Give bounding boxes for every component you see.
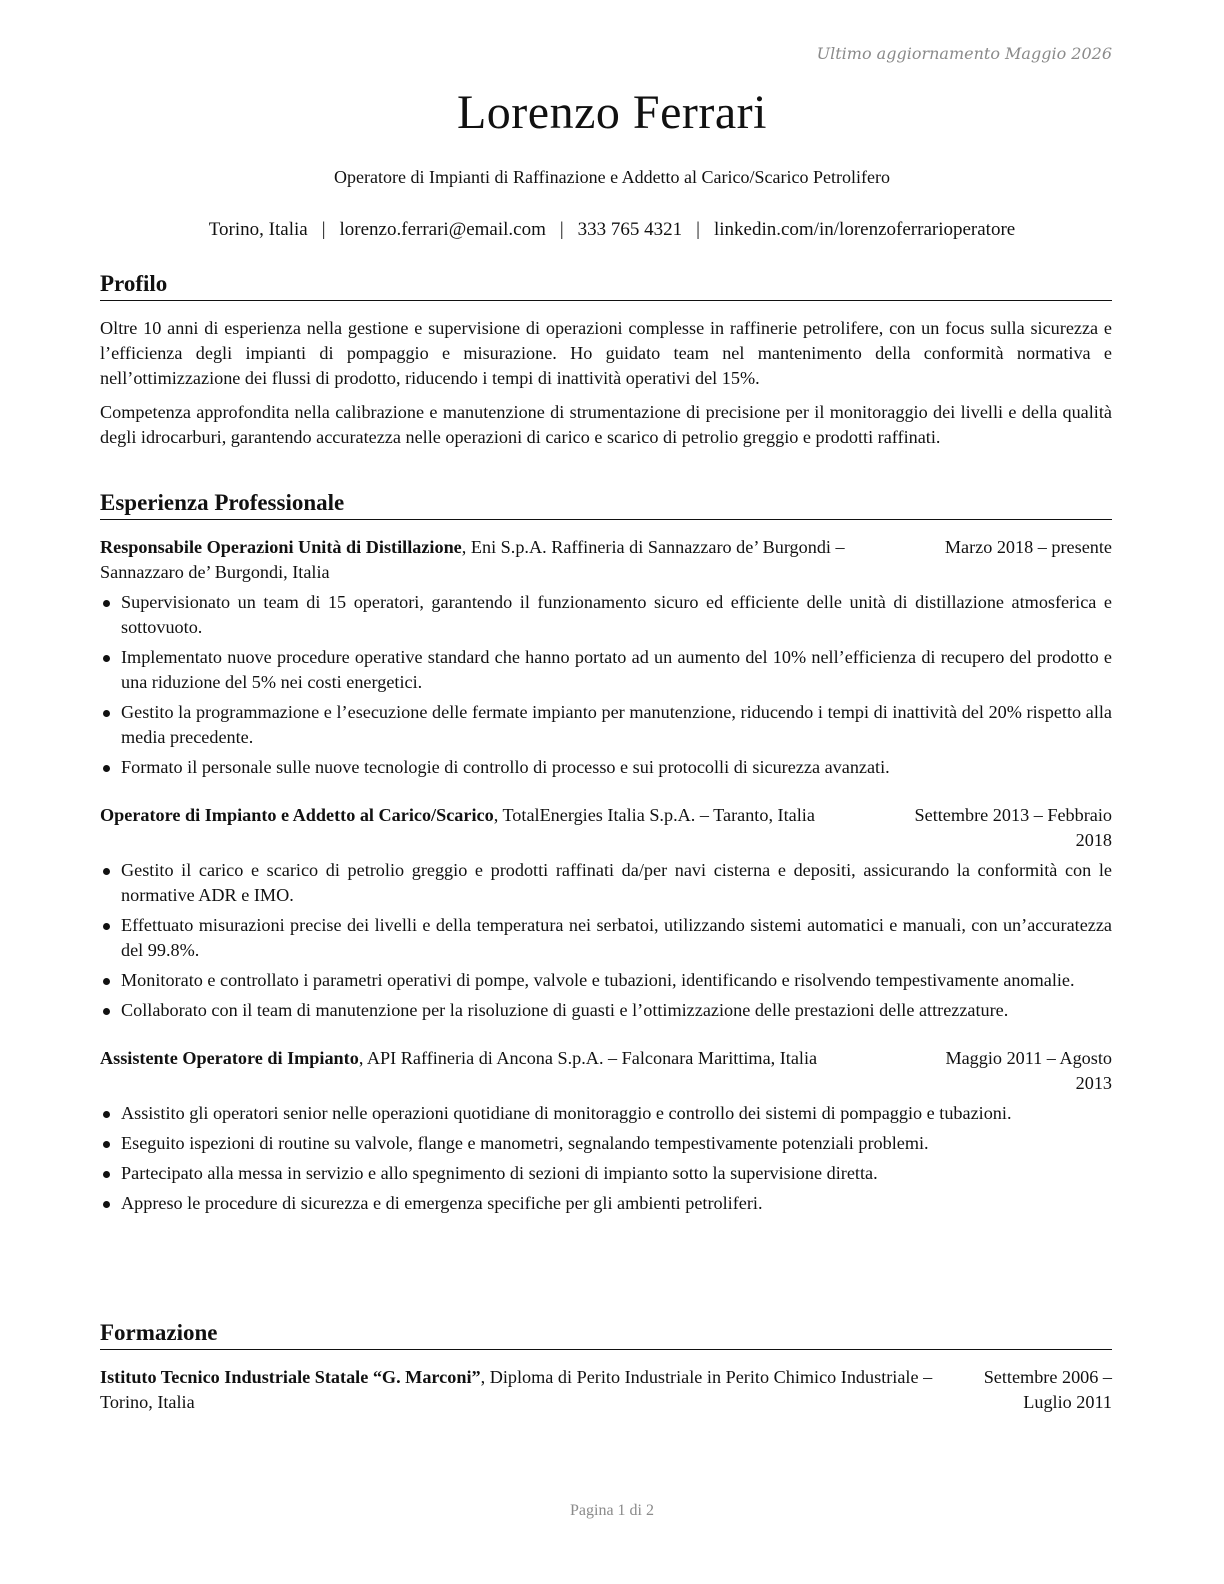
job-bullets — [100, 858, 1112, 1023]
list-item: Effettuato misurazioni precise dei livelli e della temperatura nei serbatoi, utilizzando sistemi automatici e manuali, con un’accuratezza del 99.8%. — [100, 913, 1112, 963]
contact-phone[interactable]: 333 765 4321 — [577, 219, 683, 240]
contact-line — [0, 219, 1224, 241]
candidate-title: Operatore di Impianti di Raffinazione e Addetto al Carico/Scarico Petrolifero — [334, 167, 890, 187]
list-item: Implementato nuove procedure operative standard che hanno portato ad un aumento del 10% nell’efficienza di recupero del prodotto e una riduzione del 5% nei costi energetici. — [100, 645, 1112, 695]
contact-city: Torino, Italia — [208, 219, 308, 240]
job-entry — [100, 1046, 1112, 1216]
list-item: Assistito gli operatori senior nelle operazioni quotidiane di monitoraggio e controllo dei sistemi di pompaggio e tubazioni. — [100, 1101, 1112, 1126]
contact-separator: | — [321, 219, 326, 240]
page-number: Pagina 1 di 2 — [570, 1502, 654, 1519]
list-item: Partecipato alla messa in servizio e allo spegnimento di sezioni di impianto sotto la supervisione diretta. — [100, 1161, 1112, 1186]
job-header — [100, 535, 1112, 585]
list-item: Supervisionato un team di 15 operatori, garantendo il funzionamento sicuro ed efficiente delle unità di distillazione atmosferica e sottovuoto. — [100, 590, 1112, 640]
contact-separator: | — [696, 219, 700, 240]
education-school: Istituto Tecnico Industriale Statale “G. Marconi” — [100, 1366, 481, 1387]
contact-email[interactable]: lorenzo.ferrari@email.com — [339, 219, 546, 240]
education-degree: , Diploma di Perito Industriale in Perito Chimico Industriale – Torino, Italia — [100, 1366, 933, 1412]
job-company: , TotalEnergies Italia S.p.A. – Taranto, Italia — [493, 804, 815, 825]
education-heading: Formazione — [100, 1319, 1112, 1350]
job-role: Operatore di Impianto e Addetto al Carico/Scarico — [100, 804, 494, 825]
list-item: Gestito il carico e scarico di petrolio greggio e prodotti raffinati da/per navi cisterna e depositi, assicurando la conformità con le normative ADR e IMO. — [100, 858, 1112, 908]
contact-separator: | — [559, 219, 564, 240]
job-dates: Marzo 2018 – presente — [944, 536, 1112, 557]
job-role: Responsabile Operazioni Unità di Distillazione — [100, 536, 462, 557]
job-bullets — [100, 1101, 1112, 1216]
education-header — [100, 1365, 1112, 1415]
list-item: Eseguito ispezioni di routine su valvole, flange e manometri, segnalando tempestivamente potenziali problemi. — [100, 1131, 1112, 1156]
education-dates: Settembre 2006 – Luglio 2011 — [983, 1366, 1112, 1412]
job-header — [100, 803, 1112, 853]
education-section — [100, 1319, 1112, 1415]
list-item: Monitorato e controllato i parametri operativi di pompe, valvole e tubazioni, identificando e risolvendo tempestivamente anomalie. — [100, 968, 1112, 993]
education-entry — [100, 1365, 1112, 1415]
list-item: Formato il personale sulle nuove tecnologie di controllo di processo e sui protocolli di sicurezza avanzati. — [100, 755, 1112, 780]
job-role: Assistente Operatore di Impianto — [100, 1047, 359, 1068]
job-company: , API Raffineria di Ancona S.p.A. – Falconara Marittima, Italia — [358, 1047, 818, 1068]
candidate-name: Lorenzo Ferrari — [456, 86, 767, 139]
job-entry — [100, 535, 1112, 780]
profile-section — [100, 270, 1112, 450]
job-header — [100, 1046, 1112, 1096]
experience-section — [100, 489, 1112, 1221]
job-entry — [100, 803, 1112, 1023]
profile-paragraph: Competenza approfondita nella calibrazione e manutenzione di strumentazione di precisione per il monitoraggio dei livelli e della qualità degli idrocarburi, garantendo accuratezza nelle operazioni di carico e scarico di petrolio greggio e prodotti raffinati. — [100, 401, 1112, 447]
job-company: , Eni S.p.A. Raffineria di Sannazzaro de’ Burgondi – Sannazzaro de’ Burgondi, Italia — [100, 536, 845, 582]
list-item: Collaborato con il team di manutenzione per la risoluzione di guasti e l’ottimizzazione delle prestazioni delle attrezzature. — [100, 998, 1112, 1023]
profile-paragraph: Oltre 10 anni di esperienza nella gestione e supervisione di operazioni complesse in raffinerie petrolifere, con un focus sulla sicurezza e l’efficienza degli impianti di pompaggio e misurazione. Ho guidato team nel mantenimento della conformità normativa e nell’ottimizzazione dei flussi di prodotto, riducendo i tempi di inattività operativi del 15%. — [100, 317, 1112, 388]
profile-heading: Profilo — [100, 270, 1112, 301]
contact-linkedin[interactable]: linkedin.com/in/lorenzoferrarioperatore — [713, 219, 1016, 240]
last-updated-note: Ultimo aggiornamento Maggio 2026 — [816, 44, 1112, 63]
job-dates: Settembre 2013 – Febbraio 2018 — [914, 804, 1112, 850]
experience-heading: Esperienza Professionale — [100, 489, 1112, 520]
list-item: Gestito la programmazione e l’esecuzione delle fermate impianto per manutenzione, riducendo i tempi di inattività del 20% rispetto alla media precedente. — [100, 700, 1112, 750]
job-bullets — [100, 590, 1112, 780]
job-dates: Maggio 2011 – Agosto 2013 — [945, 1047, 1112, 1093]
list-item: Appreso le procedure di sicurezza e di emergenza specifiche per gli ambienti petroliferi. — [100, 1191, 1112, 1216]
